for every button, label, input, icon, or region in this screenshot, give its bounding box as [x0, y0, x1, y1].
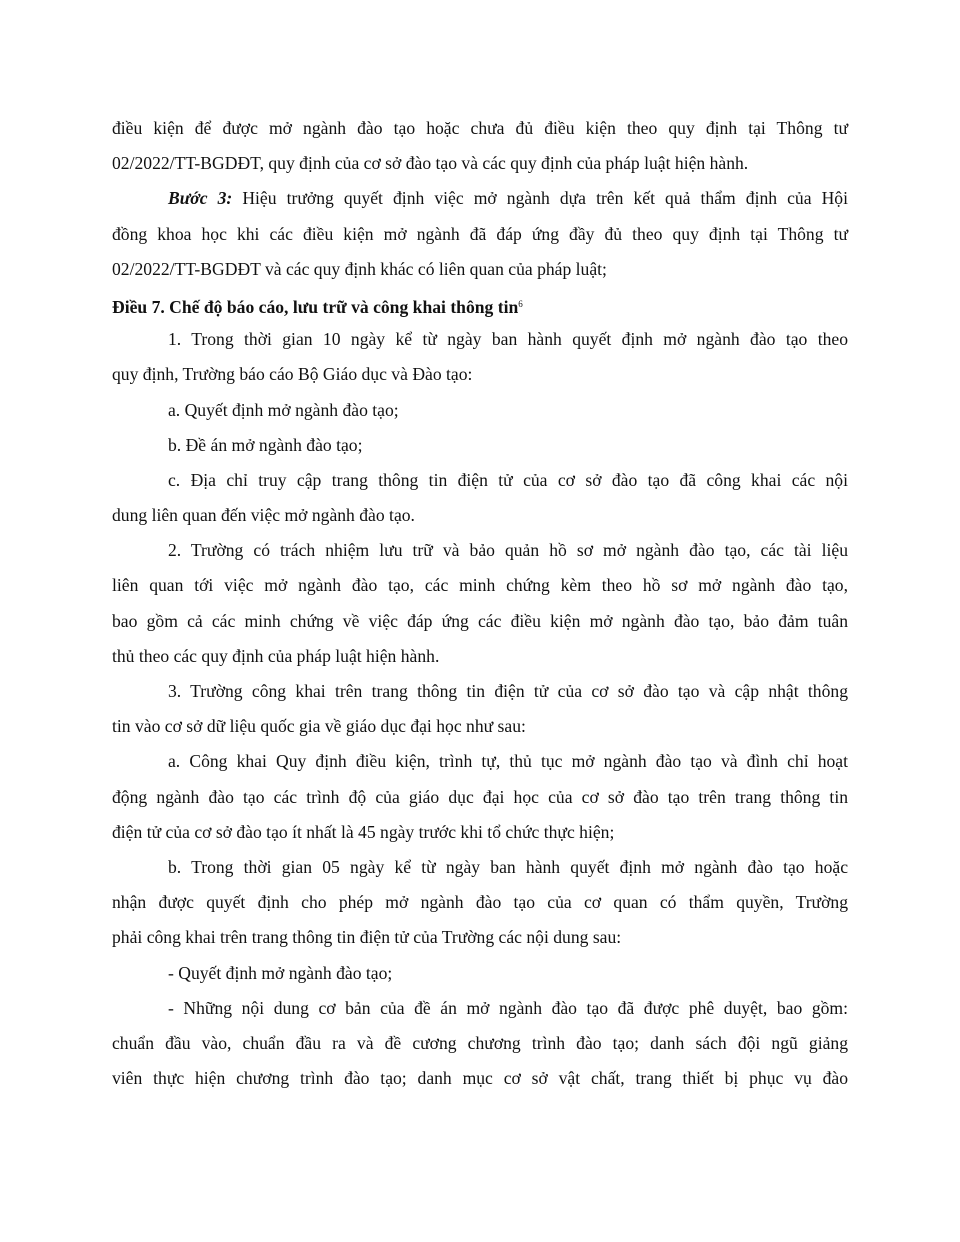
article-7-title: Điều 7. Chế độ báo cáo, lưu trữ và công khai thông tin	[112, 296, 519, 317]
dash-item-2-line: viên thực hiện chương trình đào tạo; danh mục cơ sở vật chất, trang thiết bị phục vụ đào	[112, 1068, 848, 1089]
item-3b-line: phải công khai trên trang thông tin điện tử của Trường các nội dung sau:	[112, 927, 622, 948]
dash-item-2-line: - Những nội dung cơ bản của đề án mở ngành đào tạo đã được phê duyệt, bao gồm:	[168, 997, 848, 1018]
item-3a-line: a. Công khai Quy định điều kiện, trình tự, thủ tục mở ngành đào tạo và đình chỉ hoạt	[168, 751, 848, 772]
item-3b-line: nhận được quyết định cho phép mở ngành đào tạo của cơ quan có thẩm quyền, Trường	[112, 892, 848, 913]
item-2-line: bao gồm cả các minh chứng về việc đáp ứng các điều kiện mở ngành đào tạo, bảo đảm tuân	[112, 610, 848, 631]
paragraph-line: 02/2022/TT-BGDĐT và các quy định khác có liên quan của pháp luật;	[112, 258, 607, 279]
paragraph-line: đồng khoa học khi các điều kiện mở ngành đã đáp ứng đầy đủ theo quy định tại Thông tư	[112, 223, 848, 244]
dash-item-1: - Quyết định mở ngành đào tạo;	[168, 962, 393, 983]
item-1-line: 1. Trong thời gian 10 ngày kể từ ngày ban hành quyết định mở ngành đào tạo theo	[168, 329, 848, 350]
paragraph-line: 02/2022/TT-BGDĐT, quy định của cơ sở đào tạo và các quy định của pháp luật hiện hành.	[112, 153, 749, 174]
item-3a-line: động ngành đào tạo các trình độ của giáo dục đại học của cơ sở đào tạo trên trang thông tin	[112, 786, 848, 807]
item-1c-line: dung liên quan đến việc mở ngành đào tạo.	[112, 505, 415, 526]
article-7-heading	[112, 287, 848, 322]
item-2-line: liên quan tới việc mở ngành đào tạo, các minh chứng kèm theo hồ sơ mở ngành đào tạo,	[112, 575, 848, 596]
item-3a-line: điện tử của cơ sở đào tạo ít nhất là 45 ngày trước khi tổ chức thực hiện;	[112, 821, 615, 842]
step3-label: Bước 3:	[168, 188, 233, 209]
dash-item-2-line: chuẩn đầu vào, chuẩn đầu ra và đề cương chương trình đào tạo; danh sách đội ngũ giảng	[112, 1032, 848, 1053]
footnote-marker[interactable]: 6	[518, 298, 523, 309]
step3-line	[112, 181, 848, 216]
item-3-line: tin vào cơ sở dữ liệu quốc gia về giáo dục đại học như sau:	[112, 716, 526, 737]
document-page	[112, 111, 848, 1096]
item-1b: b. Đề án mở ngành đào tạo;	[168, 434, 363, 455]
item-1a: a. Quyết định mở ngành đào tạo;	[168, 399, 399, 420]
item-1c-line: c. Địa chỉ truy cập trang thông tin điện tử của cơ sở đào tạo đã công khai các nội	[168, 469, 848, 490]
step3-text: Hiệu trưởng quyết định việc mở ngành dựa trên kết quả thẩm định của Hội	[232, 188, 848, 209]
item-3-line: 3. Trường công khai trên trang thông tin điện tử của cơ sở đào tạo và cập nhật thông	[168, 681, 848, 701]
item-2-line: thủ theo các quy định của pháp luật hiện hành.	[112, 645, 440, 666]
item-2-line: 2. Trường có trách nhiệm lưu trữ và bảo quản hồ sơ mở ngành đào tạo, các tài liệu	[168, 540, 848, 561]
item-1-line: quy định, Trường báo cáo Bộ Giáo dục và Đào tạo:	[112, 364, 473, 385]
paragraph-line: điều kiện để được mở ngành đào tạo hoặc chưa đủ điều kiện theo quy định tại Thông tư	[112, 118, 848, 138]
item-3b-line: b. Trong thời gian 05 ngày kể từ ngày ban hành quyết định mở ngành đào tạo hoặc	[168, 856, 848, 877]
